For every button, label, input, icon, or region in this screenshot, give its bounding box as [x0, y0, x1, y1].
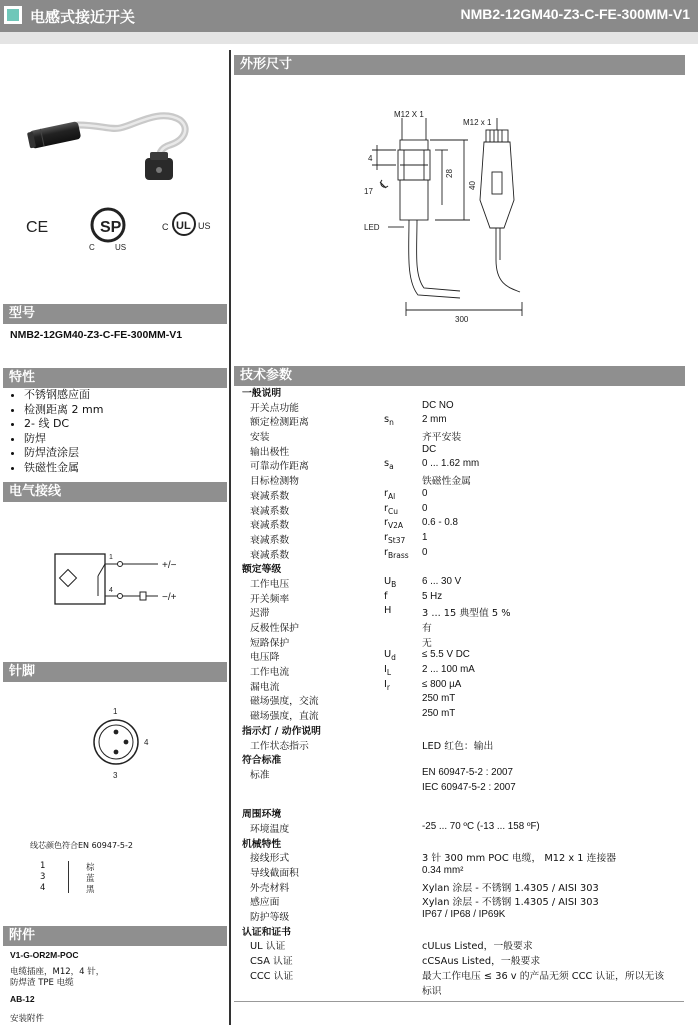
- pin-color: 蓝: [86, 874, 95, 884]
- svg-text:UL: UL: [176, 220, 191, 232]
- accessory-desc: 安装附件: [10, 1014, 45, 1024]
- spec-symbol-sub: B: [391, 579, 397, 589]
- accessory-name: AB-12: [10, 994, 35, 1004]
- spec-symbol-main: s: [384, 458, 390, 470]
- pin-num: 3: [40, 872, 46, 882]
- accessory-name: V1-G-OR2M-POC: [10, 950, 79, 960]
- spec-param: 衰减系数: [250, 520, 290, 532]
- spec-value: 3 ... 15 典型值 5 %: [422, 608, 511, 620]
- spec-row: [236, 938, 686, 953]
- spec-symbol-main: r: [384, 531, 389, 543]
- spec-row: [236, 909, 686, 924]
- spec-param: 衰减系数: [250, 505, 290, 517]
- pin-color: 黑: [86, 885, 95, 895]
- spec-symbol: [384, 576, 396, 589]
- spec-value: 有: [422, 623, 432, 634]
- spec-symbol-main: H: [384, 605, 392, 617]
- csa-c-text: C: [89, 243, 95, 252]
- spec-value: IEC 60947-5-2 : 2007: [422, 781, 516, 793]
- spec-symbol: [384, 664, 391, 677]
- spec-value: 齐平安装: [422, 432, 462, 444]
- header-bar: [0, 0, 698, 32]
- dim-28: 28: [445, 169, 454, 178]
- pin-num: 4: [40, 883, 46, 893]
- spec-symbol-sub: Al: [388, 491, 396, 501]
- spec-symbol-sub: d: [391, 653, 396, 663]
- spec-param: 开关点功能: [250, 402, 299, 414]
- spec-group-heading: [236, 561, 686, 576]
- pin-color: 棕: [86, 863, 95, 873]
- pin-num: 1: [40, 861, 46, 871]
- spec-symbol-main: r: [384, 487, 389, 499]
- spec-param: 额定检测距离: [250, 417, 309, 429]
- wiring-minus: −/+: [162, 592, 177, 603]
- spec-value: cCSAus Listed，一般要求: [422, 956, 541, 968]
- spec-row: [236, 635, 686, 650]
- wiring-plus: +/−: [162, 560, 177, 571]
- dim-thread-right: M12 x 1: [463, 118, 492, 127]
- spec-row: [236, 865, 686, 880]
- spec-row: [236, 821, 686, 836]
- spec-symbol: [384, 649, 396, 662]
- csa-us-text: US: [115, 243, 127, 252]
- spec-value: 0.34 mm²: [422, 865, 464, 876]
- spec-row: [236, 576, 686, 591]
- spec-row: [236, 517, 686, 532]
- section-features: 特性: [3, 368, 227, 388]
- dim-17: 17: [364, 187, 373, 196]
- spec-row: [236, 767, 686, 782]
- spec-value: 2 ... 100 mA: [422, 664, 475, 676]
- feature-item: • 2- 线 DC: [24, 417, 103, 432]
- feature-item: • 检测距离 2 mm: [24, 403, 103, 418]
- spec-symbol: [384, 605, 391, 616]
- feature-item: • 不锈钢感应面: [24, 388, 103, 403]
- spec-value: 3 针 300 mm POC 电缆， M12 x 1 连接器: [422, 853, 617, 865]
- spec-row: [236, 473, 686, 488]
- spec-group-heading: [236, 752, 686, 767]
- spec-group-heading: [236, 806, 686, 821]
- spec-value: ≤ 5.5 V DC: [422, 649, 470, 661]
- spec-group-label: 认证和证书: [242, 926, 291, 938]
- spec-group-heading: [236, 385, 686, 400]
- spec-value: IP67 / IP68 / IP69K: [422, 909, 506, 921]
- spec-param: 导线截面积: [250, 868, 299, 879]
- spec-symbol: [384, 547, 409, 560]
- header-model: NMB2-12GM40-Z3-C-FE-300MM-V1: [460, 6, 690, 22]
- spec-symbol-sub: Cu: [388, 506, 399, 516]
- spec-param: 工作状态指示: [250, 740, 309, 752]
- spec-symbol: [384, 591, 387, 602]
- spec-param: 防护等级: [250, 912, 290, 924]
- spec-group-label: 一般说明: [242, 388, 282, 399]
- spec-param: 标准: [250, 769, 270, 781]
- spec-group-heading: [236, 836, 686, 851]
- spec-param: 可靠动作距离: [250, 461, 309, 473]
- spec-symbol-main: U: [384, 649, 392, 661]
- spec-value: Xylan 涂层 - 不锈钢 1.4305 / AISI 303: [422, 897, 599, 909]
- spec-row: [236, 708, 686, 723]
- spec-row: [236, 605, 686, 620]
- spec-value: 最大工作电压 ≤ 36 v 的产品无须 CCC 认证，所以无该: [422, 970, 665, 982]
- spec-row: [236, 850, 686, 865]
- accessory-desc: 电缆插座，M12，4 针，: [10, 967, 105, 977]
- spec-value: DC: [422, 443, 437, 455]
- spec-symbol-sub: a: [389, 462, 394, 472]
- spec-row: [236, 503, 686, 518]
- spec-row: [236, 429, 686, 444]
- spec-symbol-sub: n: [389, 418, 394, 428]
- spec-symbol: [384, 488, 395, 501]
- dim-4: 4: [368, 154, 373, 163]
- ul-us-text: US: [198, 221, 211, 231]
- spec-group-label: 指示灯 / 动作说明: [242, 725, 321, 737]
- spec-symbol-sub: V2A: [388, 521, 404, 531]
- column-divider: [229, 50, 231, 1025]
- spec-param: 反极性保护: [250, 623, 299, 634]
- spec-value: cULus Listed，一般要求: [422, 941, 533, 953]
- spec-symbol: [384, 679, 390, 692]
- spec-param: 感应面: [250, 897, 280, 909]
- spec-row: [236, 414, 686, 429]
- page-title: 电感式接近开关: [30, 8, 136, 26]
- spec-symbol-main: I: [384, 678, 387, 690]
- spec-symbol-main: I: [384, 664, 387, 676]
- pin-label-3: 3: [113, 771, 118, 780]
- spec-symbol-main: U: [384, 575, 392, 587]
- ce-mark-text: CE: [26, 219, 49, 236]
- spec-symbol: [384, 532, 405, 545]
- spec-symbol-sub: Brass: [388, 550, 409, 560]
- spec-row: [236, 693, 686, 708]
- pin-legend-divider: [68, 861, 69, 893]
- spec-group-label: 周围环境: [242, 809, 282, 821]
- spec-param: 电压降: [250, 652, 280, 664]
- dimension-drawing: [360, 110, 540, 325]
- spec-row: [236, 444, 686, 459]
- spec-row: [236, 620, 686, 635]
- pinout-diagram: [80, 700, 170, 785]
- spec-row: [236, 968, 686, 983]
- spec-row: [236, 591, 686, 606]
- spec-row: [236, 458, 686, 473]
- spec-group-label: 机械特性: [242, 838, 282, 850]
- product-image: [20, 100, 200, 190]
- spec-value: 2 mm: [422, 414, 447, 426]
- spec-value: 0: [422, 487, 428, 499]
- spec-value: LED 红色：输出: [422, 740, 494, 752]
- spec-row: [236, 894, 686, 909]
- spec-param: 环境温度: [250, 823, 290, 835]
- wiring-pin1: 1: [109, 554, 113, 561]
- spec-table-end-rule: [234, 1001, 684, 1002]
- header-subbar: [0, 32, 698, 44]
- spec-value: Xylan 涂层 - 不锈钢 1.4305 / AISI 303: [422, 882, 599, 894]
- spec-param: 开关频率: [250, 593, 290, 605]
- spec-symbol: [384, 517, 403, 530]
- spec-symbol: [384, 414, 394, 427]
- spec-group-heading: [236, 723, 686, 738]
- section-technical: 技术参数: [234, 366, 685, 386]
- section-pinout: 针脚: [3, 662, 227, 682]
- spec-param: 输出极性: [250, 446, 290, 458]
- spec-value: 0: [422, 546, 428, 558]
- spec-param: 衰减系数: [250, 534, 290, 546]
- spec-value: EN 60947-5-2 : 2007: [422, 766, 513, 778]
- pin-label-1: 1: [113, 707, 118, 716]
- spec-group-label: 额定等级: [242, 564, 282, 576]
- spec-symbol-main: s: [384, 414, 390, 426]
- ul-c-text: C: [162, 222, 169, 232]
- spec-param: 工作电流: [250, 667, 290, 679]
- spec-row: [236, 880, 686, 895]
- spec-row: [236, 953, 686, 968]
- spec-symbol-sub: L: [386, 668, 392, 678]
- spec-param: 磁场强度，交流: [250, 696, 319, 708]
- spec-symbol: [384, 458, 394, 471]
- spec-param: 衰减系数: [250, 549, 290, 561]
- spec-symbol-main: f: [384, 590, 388, 602]
- spec-row: [236, 649, 686, 664]
- spec-row: [236, 664, 686, 679]
- wiring-diagram: [40, 540, 220, 620]
- spec-value: 5 Hz: [422, 590, 443, 602]
- spec-symbol-main: r: [384, 517, 389, 529]
- feature-item: • 防焊: [24, 432, 103, 447]
- spec-param: CSA 认证: [250, 956, 293, 968]
- section-model: 型号: [3, 304, 227, 324]
- spec-param: 接线形式: [250, 853, 290, 865]
- spec-value: -25 ... 70 ºC (-13 ... 158 ºF): [422, 820, 540, 832]
- spec-row: [236, 400, 686, 415]
- section-wiring: 电气接线: [3, 482, 227, 502]
- spec-param: 衰减系数: [250, 490, 290, 502]
- spec-symbol-sub: St37: [388, 535, 406, 545]
- dim-led: LED: [364, 223, 380, 232]
- accessory-desc: 防焊渣 TPE 电缆: [10, 978, 74, 988]
- feature-item: • 铁磁性金属: [24, 461, 103, 476]
- spec-symbol-sub: r: [386, 682, 390, 692]
- spec-param: 漏电流: [250, 681, 280, 693]
- ce-mark-icon: [24, 215, 54, 237]
- spec-symbol: [384, 503, 398, 516]
- spec-param: UL 认证: [250, 941, 286, 953]
- spec-value: 0 ... 1.62 mm: [422, 458, 480, 470]
- spec-symbol-main: r: [384, 546, 389, 558]
- spec-param: 安装: [250, 432, 270, 444]
- spec-value: 无: [422, 637, 432, 649]
- spec-value: 1: [422, 531, 428, 543]
- spec-gap: [236, 796, 686, 806]
- wiring-pin4: 4: [109, 587, 113, 594]
- spec-row: [236, 488, 686, 503]
- dim-300: 300: [455, 315, 469, 324]
- spec-param: 外壳材料: [250, 882, 290, 894]
- spec-value: 铁磁性金属: [422, 476, 471, 488]
- dim-thread-left: M12 X 1: [394, 110, 424, 119]
- spec-value: DC NO: [422, 399, 454, 411]
- pin-label-4: 4: [144, 738, 149, 747]
- spec-row: [236, 679, 686, 694]
- spec-row: [236, 547, 686, 562]
- spec-param: 目标检测物: [250, 476, 299, 488]
- pinout-legend-title: 线芯颜色符合EN 60947-5-2: [30, 841, 133, 850]
- spec-row: [236, 738, 686, 753]
- spec-param: 短路保护: [250, 637, 290, 649]
- spec-param: 迟滞: [250, 608, 270, 620]
- spec-param: 工作电压: [250, 578, 290, 590]
- spec-param: 磁场强度，直流: [250, 711, 319, 723]
- spec-value: 0.6 - 0.8: [422, 517, 458, 529]
- spec-value: 250 mT: [422, 693, 456, 705]
- spec-value: 6 ... 30 V: [422, 575, 462, 587]
- dim-40: 40: [468, 181, 477, 190]
- csa-mark-icon: [88, 205, 128, 253]
- spec-row: [236, 782, 686, 797]
- spec-value: ≤ 800 µA: [422, 678, 462, 690]
- spec-value: 0: [422, 502, 428, 514]
- feature-list: [10, 388, 103, 475]
- spec-value: 标识: [422, 985, 442, 997]
- spec-group-heading: [236, 924, 686, 939]
- spec-group-label: 符合标准: [242, 755, 282, 767]
- spec-symbol-main: r: [384, 502, 389, 514]
- model-value: NMB2-12GM40-Z3-C-FE-300MM-V1: [10, 329, 183, 341]
- section-dimensions: 外形尺寸: [234, 55, 685, 75]
- svg-text:SP: SP: [100, 219, 122, 236]
- spec-row: [236, 983, 686, 998]
- brand-logo-icon: [4, 6, 22, 24]
- section-accessories: 附件: [3, 926, 227, 946]
- ul-mark-icon: [160, 210, 220, 240]
- spec-param: CCC 认证: [250, 970, 294, 982]
- wrench-icon: [380, 180, 388, 188]
- spec-row: [236, 532, 686, 547]
- feature-item: • 防焊渣涂层: [24, 446, 103, 461]
- spec-value: 250 mT: [422, 708, 456, 720]
- spec-table: [236, 385, 686, 1002]
